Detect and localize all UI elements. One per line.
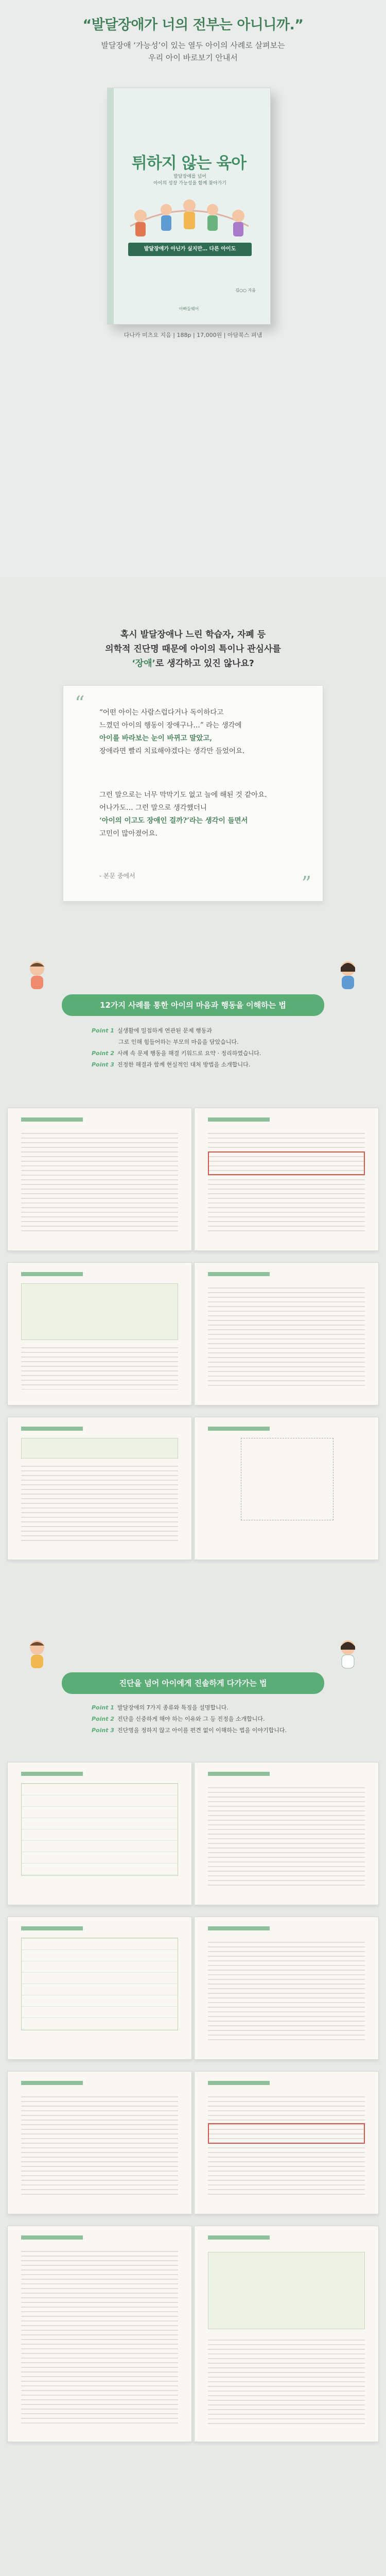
book-spread-5: [7, 1917, 379, 2060]
book-page: [7, 1262, 192, 1405]
book-page: [7, 2226, 192, 2442]
intro-line3: [0, 656, 386, 671]
book-subtitle-line1: 발달장애를 넘어: [173, 174, 206, 179]
book-spread-4: [7, 1762, 379, 1905]
excerpt-line: 어나가도… 그런 말으로 생각했더니: [99, 804, 207, 812]
point-item: [92, 1059, 328, 1071]
highlight-box: [208, 2123, 365, 2144]
book-page: [7, 1762, 192, 1905]
parent-character-icon: [335, 959, 361, 990]
intro-line1: 혹시 발달장애나 느린 학습자, 자폐 등: [120, 630, 266, 640]
point-text: 발달장애의 7가지 종류와 특징을 설명합니다.: [117, 1704, 229, 1711]
highlight-box: [208, 1151, 365, 1175]
point-text: 진정한 해결과 함께 현실적인 대처 방법을 소개합니다.: [117, 1061, 251, 1068]
point-item: [92, 1037, 328, 1048]
hero-section: [0, 0, 386, 577]
point-text: 그로 인해 힘들어하는 부모의 마음을 담았습니다.: [118, 1039, 239, 1045]
book-spread-7: [7, 2226, 379, 2442]
excerpt-highlight: ‘아이의 이고도 장애인 걸까?’라는 생각이 들면서: [99, 817, 248, 825]
book-spine: [108, 88, 114, 324]
book-spread-1: [7, 1108, 379, 1251]
excerpt-line: 장애라면 빨리 치료해야겠다는 생각만 들었어요.: [99, 747, 245, 755]
book-page: [194, 2071, 379, 2214]
book-subtitle-line2: 아이의 성장 가능성을 함께 찾아가기: [153, 181, 226, 186]
book-band: 발달장애가 아닌가 싶지만… 다른 아이도: [128, 243, 252, 256]
section2-title: 진단을 넘어 아이에게 진솔하게 다가가는 법: [62, 1672, 324, 1694]
point-item: [92, 1714, 328, 1725]
book-spread-2: [7, 1262, 379, 1405]
book-meta: 다나카 미츠요 지음 | 188p | 17,000원 | 아담북스 펴냄: [124, 332, 262, 338]
hero-quote: “발달장애가 너의 전부는 아니니까.”: [82, 17, 304, 33]
point-text: 진단명을 정하지 않고 아이를 편견 없이 이해하는 법을 이야기합니다.: [117, 1727, 287, 1734]
doctor-character-icon: [335, 1638, 361, 1669]
excerpt-paragraph-1: [99, 706, 300, 758]
point-item: [92, 1725, 328, 1736]
hero-subtitle: [0, 39, 386, 64]
point-tag: Point 1: [92, 1027, 114, 1034]
book-page: [194, 2226, 379, 2442]
book-page: [194, 1108, 379, 1251]
open-quote-icon: “: [75, 692, 85, 715]
book-page: [194, 1917, 379, 2060]
point-item: [92, 1702, 328, 1714]
book-author: 김○○ 지음: [235, 288, 256, 293]
child-character-icon: [24, 1638, 50, 1669]
child-character-icon: [24, 959, 50, 990]
section2-points: [92, 1702, 328, 1736]
book-cover: [107, 88, 271, 325]
book-title: 튀하지 않는 육아: [131, 154, 247, 173]
point-text: 사례 속 문제 행동을 해결 키워드로 요약 · 정리하였습니다.: [117, 1050, 261, 1057]
point-tag: Point 2: [92, 1050, 114, 1057]
intro-highlight: ‘장애’: [132, 658, 155, 669]
point-text: 실생활에 밀접하게 연관된 문제 행동과: [117, 1027, 212, 1034]
point-tag: Point 3: [92, 1727, 114, 1734]
excerpt-line: 그런 말으로는 너무 막막기도 없고 늘에 해된 것 같아요.: [99, 791, 267, 799]
point-tag: Point 2: [92, 1716, 114, 1722]
point-item: [92, 1048, 328, 1059]
hero-sub-line2: 우리 아이 바로보기 안내서: [148, 53, 238, 62]
section1-title: 12가지 사례를 통한 아이의 마음과 행동을 이해하는 법: [62, 994, 324, 1016]
excerpt-line: 느꼈던 아이의 행동이 장애구나…” 라는 생각에: [99, 721, 242, 730]
book-page: [194, 1417, 379, 1560]
book-page: [194, 1262, 379, 1405]
excerpt-line: 고민이 많아졌어요.: [99, 829, 157, 838]
excerpt-line: “어떤 아이는 사람스럽다거나 독이하다고: [99, 708, 224, 717]
point-text: 진단을 신중하게 해야 하는 이유와 그 등 진정을 소개합니다.: [117, 1716, 265, 1722]
point-tag: Point 3: [92, 1061, 114, 1068]
book-page: [7, 1108, 192, 1251]
hero-sub-line1: 발달장애 ‘가능성’이 있는 열두 아이의 사례로 살펴보는: [101, 41, 285, 50]
intro-line3-rest: 로 생각하고 있진 않나요?: [155, 658, 254, 669]
book-spread-6: [7, 2071, 379, 2214]
page-illustration: [241, 1438, 334, 1520]
point-item: [92, 1025, 328, 1037]
point-tag: Point 1: [92, 1704, 114, 1711]
book-page: [7, 1917, 192, 2060]
book-cover-illustration: [120, 190, 259, 240]
book-page: [7, 1417, 192, 1560]
book-spread-3: [7, 1417, 379, 1560]
book-page: [194, 1762, 379, 1905]
book-publisher: 아빠들웨어: [179, 307, 199, 311]
excerpt-source: - 본문 중에서: [99, 872, 135, 879]
section1-points: [92, 1025, 328, 1071]
book-subtitle: [123, 174, 257, 187]
excerpt-paragraph-2: [99, 789, 300, 840]
page-table: [21, 1938, 178, 2030]
excerpt-card: [63, 685, 323, 902]
intro-question: [0, 628, 386, 671]
close-quote-icon: ”: [301, 872, 311, 895]
book-page: [7, 2071, 192, 2214]
page-table: [21, 1783, 178, 1876]
intro-line2: 의학적 진단명 때문에 아이의 특이나 관심사를: [105, 644, 281, 654]
excerpt-highlight: 아이를 바라보는 눈이 바뀌고 말았고,: [99, 734, 213, 742]
